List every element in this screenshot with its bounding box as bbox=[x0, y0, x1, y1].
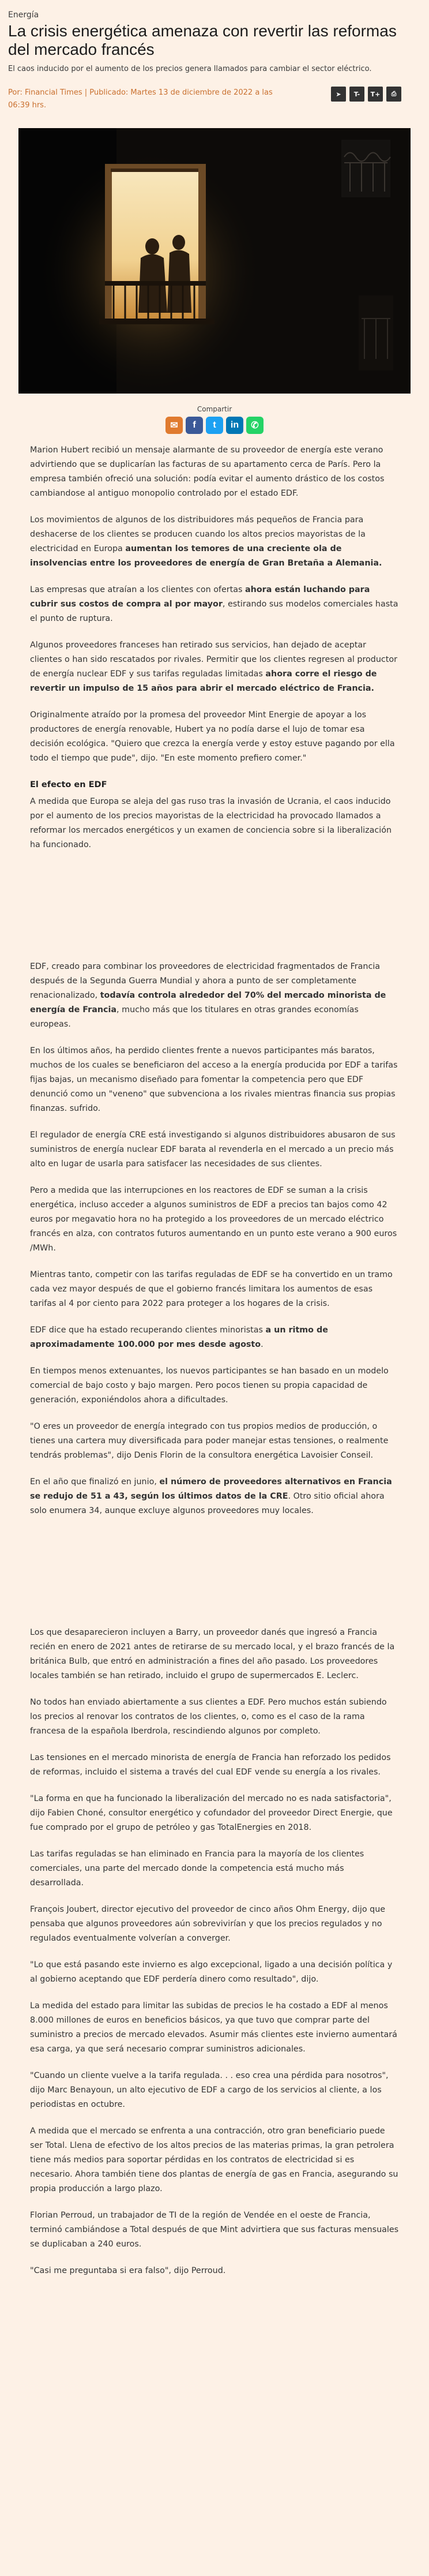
paragraph-text: A medida que Europa se aleja del gas ruso tras la invasión de Ucrania, el caos inducido por el aumento de los precios mayoristas de la electricidad ha provocado llamados a reformar los mercados energéticos y un examen de conciencia sobre si la liberalización ha funcionado. bbox=[30, 797, 392, 849]
paragraph-text: EDF dice que ha estado recuperando clientes minoristas bbox=[30, 1326, 266, 1335]
subheading: El efecto en EDF bbox=[30, 780, 107, 789]
share-icon[interactable]: ➤ bbox=[331, 87, 346, 102]
paragraph-text: Pero a medida que las interrupciones en los reactores de EDF se suman a la crisis energética, incluso acceder a algunos suministros de EDF a precios tan bajos como 42 euros por megavatio hora no ha protegido a los proveedores de un mercado eléctrico francés en alza, con contratos futuros aumentando en un punto este verano a 900 euros /MWh. bbox=[30, 1186, 397, 1253]
ad-space bbox=[30, 1530, 399, 1626]
email-icon[interactable]: ✉ bbox=[165, 417, 183, 434]
paragraph-text: "O eres un proveedor de energía integrado con tus propios medios de producción, o tienes una cartera muy diversificada para poder manejar estas tensiones, o realmente tendrás problemas", dijo Denis Florin de la consultora energética Lavoisier Conseil. bbox=[30, 1422, 389, 1460]
paragraph-text: EDF, creado para combinar los proveedores de electricidad fragmentados de Francia después de la Segunda Guerra Mundial y ahora a punto de ser completamente renacionalizado, bbox=[30, 962, 381, 1000]
whatsapp-icon[interactable]: ✆ bbox=[246, 417, 264, 434]
paragraph bbox=[30, 1999, 399, 2057]
paragraph bbox=[30, 1364, 399, 1407]
paragraph-text: En los últimos años, ha perdido clientes frente a nuevos participantes más baratos, muchos de los cuales se beneficiaron del acceso a la energía producida por EDF a tarifas fijas bajas, un mecanismo diseñado para fomentar la competencia pero que EDF denunció como un "veneno" que subvenciona a los rivales mientras financia sus propias finanzas. sufrido. bbox=[30, 1046, 398, 1113]
paragraph bbox=[30, 1323, 399, 1352]
paragraph-emphasis: todavía controla alrededor del 70% del mercado minorista de energía de Francia bbox=[30, 991, 386, 1014]
paragraph-text: Florian Perroud, un trabajador de TI de la región de Vendée en el oeste de Francia, terminó cambiándose a Total después de que Mint advirtiera que sus facturas mensuales se duplicaban a 240 euros. bbox=[30, 2211, 399, 2249]
text-smaller-icon[interactable]: T- bbox=[349, 87, 364, 102]
paragraph-group-3 bbox=[30, 960, 399, 1518]
article-body bbox=[30, 443, 399, 2290]
paragraph-text: "Lo que está pasando este invierno es algo excepcional, ligado a una decisión política y al gobierno aceptando que EDF perdería dinero como resultado", dijo. bbox=[30, 1960, 393, 1984]
paragraph-text: El regulador de energía CRE está investigando si algunos distribuidores abusaron de sus suministros de energía nuclear EDF barata al revenderla en el mercado a un precio más alto en lugar de usarla para satisfacer las necesidades de sus clientes. bbox=[30, 1130, 396, 1169]
linkedin-icon[interactable]: in bbox=[226, 417, 243, 434]
paragraph-text: Las tarifas reguladas se han eliminado en Francia para la mayoría de los clientes comerciales, una parte del mercado donde la competencia está mucho más desarrollada. bbox=[30, 1849, 364, 1888]
paragraph-text: Las tensiones en el mercado minorista de energía de Francia han reforzado los pedidos de reformas, incluido el sistema a través del cual EDF vende su energía a los rivales. bbox=[30, 1753, 391, 1777]
headline: La crisis energética amenaza con revertir las reformas del mercado francés bbox=[8, 22, 397, 58]
paragraph bbox=[30, 1044, 399, 1116]
paragraph bbox=[30, 1847, 399, 1890]
paragraph bbox=[30, 1958, 399, 1987]
print-icon[interactable]: ⎙ bbox=[386, 87, 401, 102]
share-bar bbox=[0, 405, 429, 434]
paragraph bbox=[30, 1903, 399, 1946]
paragraph-text: A medida que el mercado se enfrenta a una contracción, otro gran beneficiario puede ser Total. Llena de efectivo de los altos precios de las materias primas, la gran petrolera tiene más medios para soportar pérdidas en los contratos de electricidad si es necesario. Ahora también tiene dos plantas de energía de gas en Francia, asegurando su propia producción a largo plazo. bbox=[30, 2126, 398, 2193]
paragraph bbox=[30, 2069, 399, 2112]
paragraph bbox=[30, 443, 399, 501]
paragraph bbox=[30, 583, 399, 626]
paragraph bbox=[30, 1626, 399, 1683]
paragraph-emphasis: ahora están luchando para cubrir sus costos de compra al por mayor bbox=[30, 585, 370, 609]
twitter-icon[interactable]: t bbox=[206, 417, 223, 434]
paragraph-emphasis: el número de proveedores alternativos en Francia se redujo de 51 a 43, según los últimos datos de la CRE bbox=[30, 1477, 392, 1501]
paragraph-text: . Otro sitio oficial ahora solo enumera 34, aunque excluye algunos proveedores muy locales. bbox=[30, 1492, 385, 1515]
paragraph-text: La medida del estado para limitar las subidas de precios le ha costado a EDF al menos 8.000 millones de euros en beneficios básicos, ya que tuvo que comprar parte del suministro a precios de mercado elevados. Asumir más clientes este invierno aumentará esa carga, ya que será necesario comprar suministros adicionales. bbox=[30, 2001, 397, 2054]
paragraph-text: , mucho más que los titulares en otras grandes economías europeas. bbox=[30, 1005, 359, 1029]
paragraph-emphasis: ahora corre el riesgo de revertir un impulso de 15 años para abrir el mercado eléctrico de Francia. bbox=[30, 669, 377, 693]
paragraph-text: "Casi me preguntaba si era falso", dijo Perroud. bbox=[30, 2266, 226, 2275]
paragraph-text: Los movimientos de algunos de los distribuidores más pequeños de Francia para deshacerse de los clientes se producen cuando los altos precios mayoristas de la electricidad en Europa bbox=[30, 515, 366, 553]
paragraph bbox=[30, 795, 399, 852]
paragraph bbox=[30, 2264, 399, 2278]
ad-space bbox=[30, 864, 399, 960]
paragraph-text: . bbox=[261, 1340, 264, 1349]
paragraph bbox=[30, 708, 399, 766]
share-label: Compartir bbox=[197, 405, 232, 413]
paragraph bbox=[30, 2124, 399, 2196]
paragraph-group-2 bbox=[30, 795, 399, 852]
text-larger-icon[interactable]: T+ bbox=[368, 87, 383, 102]
paragraph-text: Marion Hubert recibió un mensaje alarmante de su proveedor de energía este verano advirtiendo que se duplicarían las facturas de su apartamento cerca de París. Pero la empresa también ofreció una solución: podía evitar el aumento drástico de los costos cambiandose al antiguo monopolio controlado por el estado EDF. bbox=[30, 445, 385, 498]
paragraph bbox=[30, 1268, 399, 1311]
share-icons bbox=[165, 417, 264, 434]
facebook-icon[interactable]: f bbox=[186, 417, 203, 434]
paragraph-text: En tiempos menos extenuantes, los nuevos participantes se han basado en un modelo comercial de bajo costo y bajo margen. Pero pocos tienen su propia capacidad de generación, exponiéndolos ahora a dificultades. bbox=[30, 1366, 389, 1405]
category-label[interactable]: Energía bbox=[8, 10, 39, 20]
paragraph-text: Las empresas que atraían a los clientes con ofertas bbox=[30, 585, 246, 594]
paragraph bbox=[30, 1751, 399, 1780]
photo-illustration bbox=[18, 128, 411, 394]
paragraph-group-1 bbox=[30, 443, 399, 766]
paragraph-text: , estirando sus modelos comerciales hasta el punto de ruptura. bbox=[30, 600, 398, 623]
standfirst: El caos inducido por el aumento de los precios genera llamados para cambiar el sector eléctrico. bbox=[8, 65, 372, 73]
paragraph-emphasis: aumentan los temores de una creciente ola de insolvencias entre los proveedores de energía de Gran Bretaña a Alemania. bbox=[30, 544, 382, 568]
paragraph bbox=[30, 638, 399, 696]
paragraph-text: Mientras tanto, competir con las tarifas reguladas de EDF se ha convertido en un tramo cada vez mayor después de que el gobierno francés limitara los aumentos de esas tarifas al 4 por ciento para 2022 para proteger a los hogares de la crisis. bbox=[30, 1270, 393, 1308]
paragraph-group-4 bbox=[30, 1626, 399, 2278]
paragraph-text: "La forma en que ha funcionado la liberalización del mercado no es nada satisfactoria", dijo Fabien Choné, consultor energético y cofundador del proveedor Direct Energie, que fue comprado por el grupo de petróleo y gas TotalEnergies en 2018. bbox=[30, 1794, 393, 1832]
paragraph bbox=[30, 2208, 399, 2252]
paragraph bbox=[30, 960, 399, 1032]
paragraph-emphasis: a un ritmo de aproximadamente 100.000 por mes desde agosto bbox=[30, 1326, 328, 1349]
paragraph-text: Los que desaparecieron incluyen a Barry, un proveedor danés que ingresó a Francia recién en enero de 2021 antes de retirarse de su mercado local, y el brazo francés de la británica Bulb, que entró en administración a fines del año pasado. Los proveedores locales también se han retirado, incluido el grupo de supermercados E. Leclerc. bbox=[30, 1628, 395, 1680]
paragraph bbox=[30, 1475, 399, 1518]
paragraph-text: En el año que finalizó en junio, bbox=[30, 1477, 160, 1487]
paragraph bbox=[30, 1420, 399, 1463]
paragraph bbox=[30, 1792, 399, 1835]
paragraph bbox=[30, 1695, 399, 1739]
paragraph-text: Originalmente atraído por la promesa del proveedor Mint Energie de apoyar a los productores de energía renovable, Hubert ya no podía darse el lujo de tomar esa decisión ecológica. "Quiero que crezca la energía verde y estoy estuve pagando por ella todo el tiempo que pude", dijo. "En este momento prefiero comer." bbox=[30, 710, 395, 763]
paragraph-text: Algunos proveedores franceses han retirado sus servicios, han dejado de aceptar clientes o han sido rescatados por rivales. Permitir que los clientes regresen al productor de energía nuclear EDF y sus tarifas reguladas limitadas bbox=[30, 641, 398, 679]
paragraph-text: No todos han enviado abiertamente a sus clientes a EDF. Pero muchos están subiendo los precios al renovar los contratos de los clientes, o, como es el caso de la rama francesa de la española Iberdrola, rescindiendo algunos por completo. bbox=[30, 1698, 387, 1736]
article-tools bbox=[331, 87, 401, 102]
byline: Por: Financial Times | Publicado: Martes 13 de diciembre de 2022 a las 06:39 hrs. bbox=[8, 88, 273, 110]
paragraph bbox=[30, 1128, 399, 1171]
paragraph bbox=[30, 1184, 399, 1256]
paragraph-text: François Joubert, director ejecutivo del proveedor de cinco años Ohm Energy, dijo que pensaba que algunos proveedores aún sobrevivirían y que los precios regulados y no regulados eventualmente volverían a converger. bbox=[30, 1905, 386, 1943]
paragraph-text: "Cuando un cliente vuelve a la tarifa regulada. . . eso crea una pérdida para nosotros", dijo Marc Benayoun, un alto ejecutivo de EDF a cargo de los servicios al cliente, a los periodistas en octubre. bbox=[30, 2071, 389, 2109]
paragraph bbox=[30, 513, 399, 571]
article-photo bbox=[18, 128, 411, 394]
